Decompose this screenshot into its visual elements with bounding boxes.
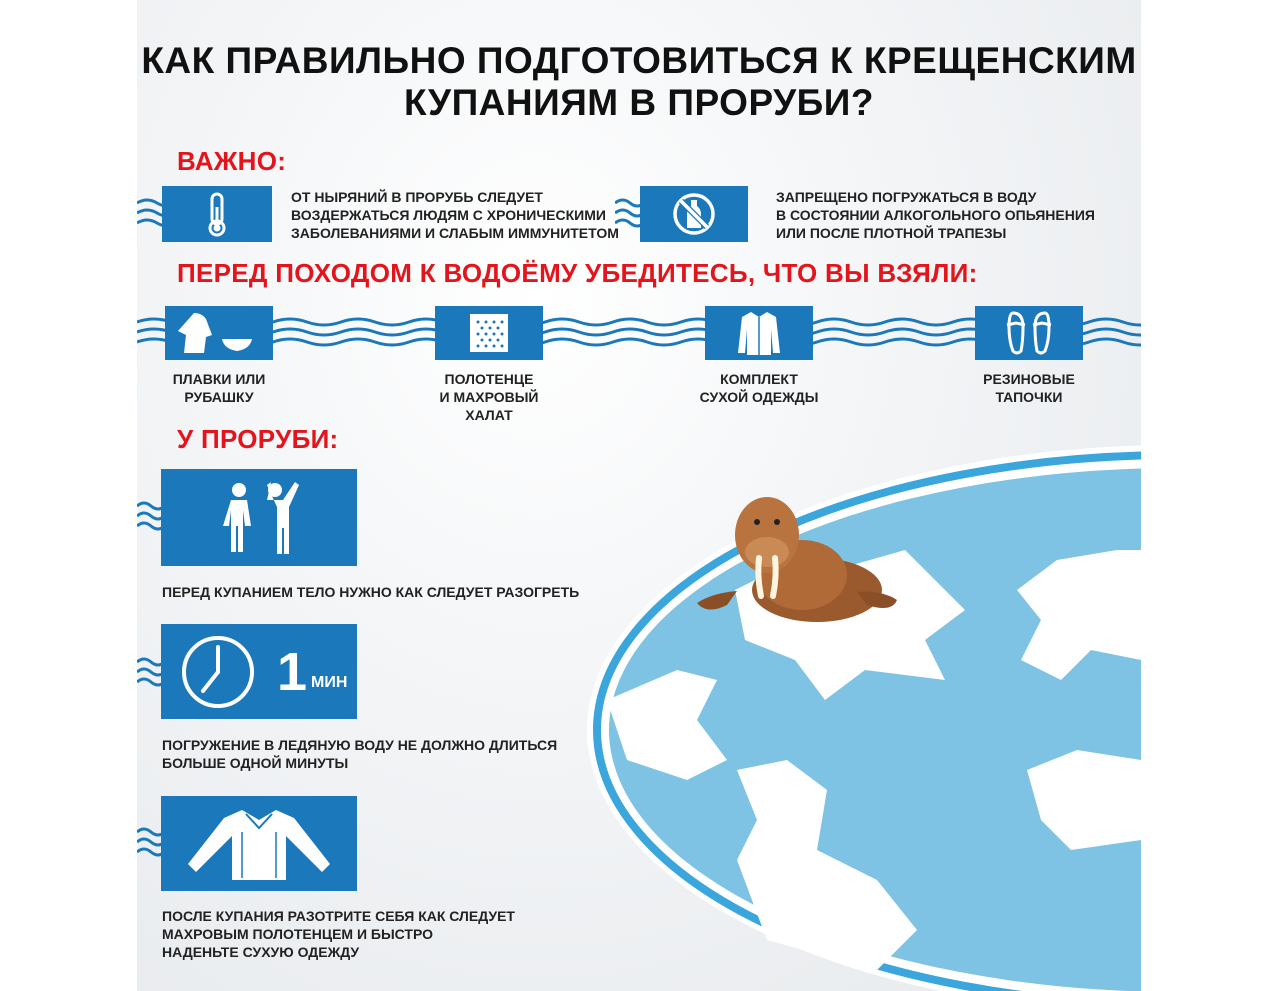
no-alcohol-icon-box xyxy=(640,186,748,242)
step-2-text: ПОГРУЖЕНИЕ В ЛЕДЯНУЮ ВОДУ НЕ ДОЛЖНО ДЛИТЬСЯ БОЛЬШЕ ОДНОЙ МИНУТЫ xyxy=(162,737,558,771)
no-alcohol-icon xyxy=(671,191,717,237)
checklist-label-2: ПОЛОТЕНЦЕ И МАХРОВЫЙ ХАЛАТ xyxy=(439,371,539,423)
jacket-icon xyxy=(736,309,782,357)
step-3-text: ПОСЛЕ КУПАНИЯ РАЗОТРИТЕ СЕБЯ КАК СЛЕДУЕТ МАХРОВЫМ ПОЛОТЕНЦЕМ И БЫСТРО НАДЕНЬТЕ СУХУЮ ОДЕЖДУ xyxy=(162,908,515,960)
thermometer-icon xyxy=(202,191,232,237)
swimwear-icon-box xyxy=(165,306,273,360)
page-title: КАК ПРАВИЛЬНО ПОДГОТОВИТЬСЯ К КРЕЩЕНСКИМ КУПАНИЯМ В ПРОРУБИ? xyxy=(141,40,1137,123)
jacket-icon-box xyxy=(705,306,813,360)
at-hole-heading: У ПРОРУБИ: xyxy=(177,424,339,454)
shirt-icon-box xyxy=(161,796,357,891)
important-text-1: ОТ НЫРЯНИЙ В ПРОРУБЬ СЛЕДУЕТ ВОЗДЕРЖАТЬСЯ ЛЮДЯМ С ХРОНИЧЕСКИМИ ЗАБОЛЕВАНИЯМИ И СЛАБЫМ ИММУНИТЕТОМ xyxy=(291,189,619,241)
duration-unit: МИН xyxy=(311,673,348,691)
checklist-label-3: КОМПЛЕКТ СУХОЙ ОДЕЖДЫ xyxy=(699,371,819,405)
warmup-people-icon xyxy=(219,478,299,558)
checklist-label-1: ПЛАВКИ ИЛИ РУБАШКУ xyxy=(172,371,266,405)
important-heading: ВАЖНО: xyxy=(177,146,287,176)
walrus-on-ice-icon xyxy=(577,440,1141,991)
checklist-label-4: РЕЗИНОВЫЕ ТАПОЧКИ xyxy=(983,371,1075,405)
flip-flops-icon xyxy=(999,309,1059,357)
warmup-icon-box xyxy=(161,469,357,566)
long-sleeve-shirt-icon xyxy=(184,804,334,884)
step-1-text: ПЕРЕД КУПАНИЕМ ТЕЛО НУЖНО КАК СЛЕДУЕТ РАЗОГРЕТЬ xyxy=(162,584,580,600)
towel-icon xyxy=(466,310,512,356)
duration-number: 1 xyxy=(277,641,308,702)
towel-icon-box xyxy=(435,306,543,360)
clock-icon xyxy=(179,633,257,711)
flip-flops-icon-box xyxy=(975,306,1083,360)
checklist-heading: ПЕРЕД ПОХОДОМ К ВОДОЁМУ УБЕДИТЕСЬ, ЧТО ВЫ ВЗЯЛИ: xyxy=(177,258,978,288)
clock-icon-box xyxy=(161,624,357,719)
important-text-2: ЗАПРЕЩЕНО ПОГРУЖАТЬСЯ В ВОДУ В СОСТОЯНИИ АЛКОГОЛЬНОГО ОПЬЯНЕНИЯ ИЛИ ПОСЛЕ ПЛОТНОЙ ТРАПЕЗЫ xyxy=(776,189,1095,241)
infographic-panel xyxy=(137,0,1141,991)
thermometer-icon-box xyxy=(162,186,272,242)
swimwear-icon xyxy=(174,309,264,357)
